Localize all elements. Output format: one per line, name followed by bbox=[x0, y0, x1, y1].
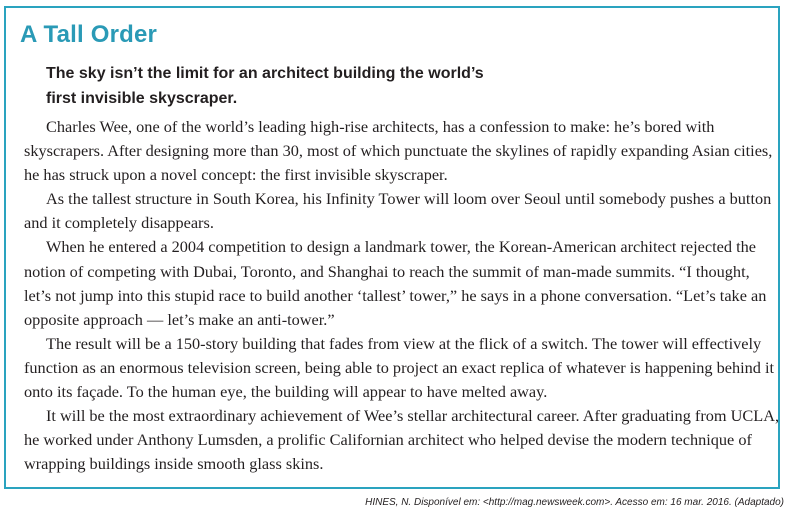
article-title: A Tall Order bbox=[20, 21, 158, 48]
article-subtitle: The sky isn’t the limit for an architect building the world’s first invisible skyscraper. bbox=[46, 65, 484, 107]
article-body bbox=[24, 115, 780, 476]
article-paragraph: Charles Wee, one of the world’s leading high-rise architects, has a confession to make: he’s bored with skyscrapers. After designing more than 30, most of which punctuate the skylines of rapidly expanding Asian cities, he has struck upon a novel concept: the first invisible skyscraper. bbox=[24, 117, 773, 185]
article-paragraph: It will be the most extraordinary achievement of Wee’s stellar architectural career. After graduating from UCLA, he worked under Anthony Lumsden, a prolific Californian architect who helped devise the modern technique of wrapping buildings inside smooth glass skins. bbox=[24, 406, 780, 474]
source-credit: HINES, N. Disponível em: <http://mag.newsweek.com>. Acesso em: 16 mar. 2016. (Adaptado) bbox=[365, 497, 784, 508]
article-paragraph: When he entered a 2004 competition to design a landmark tower, the Korean-American architect rejected the notion of competing with Dubai, Toronto, and Shanghai to reach the summit of man-made summits. “I thought, let’s not jump into this stupid race to build another ‘tallest’ tower,” he says in a phone conversation. “Let’s take an opposite approach — let’s make an anti-tower.” bbox=[24, 237, 767, 329]
article-paragraph: The result will be a 150-story building that fades from view at the flick of a switch. The tower will effectively function as an enormous television screen, being able to project an exact replica of whatever is happening behind it onto its façade. To the human eye, the building will appear to have melted away. bbox=[24, 333, 775, 402]
article-paragraph: As the tallest structure in South Korea, his Infinity Tower will loom over Seoul until somebody pushes a button and it completely disappears. bbox=[24, 189, 772, 233]
